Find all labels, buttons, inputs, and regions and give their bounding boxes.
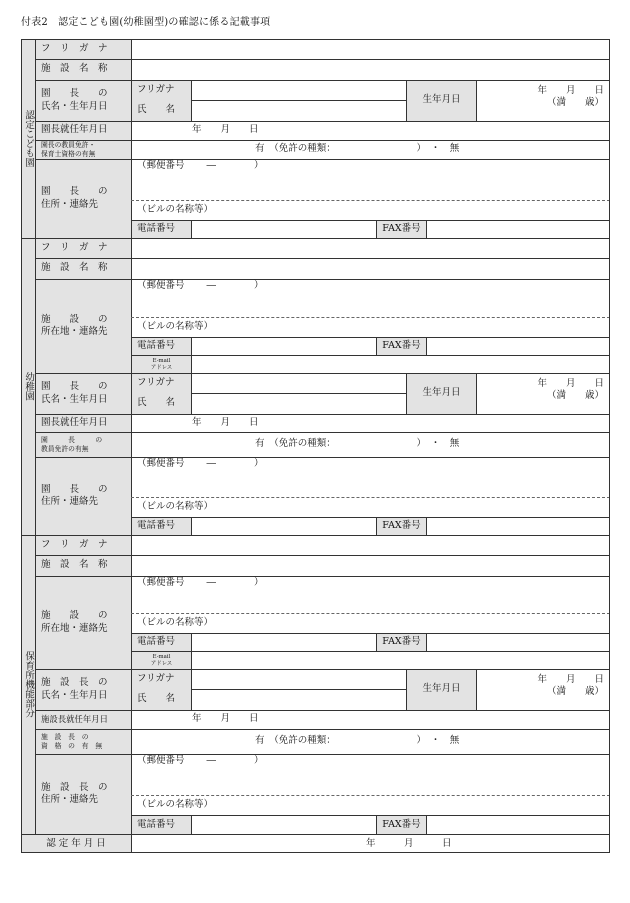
label-facility-name: 施 設 名 称 [41,63,108,75]
input-furigana-3[interactable] [132,536,610,555]
label-principal-name [36,80,131,121]
birthdate-ymd: 年 月 日 [537,85,604,96]
label-facility-location [36,279,131,373]
label-name-small-3: 氏 名 [137,693,176,705]
input-principal-name-1[interactable] [192,100,406,121]
cert-date-ymd: 年 月 日 [366,837,452,849]
label-principal-name-l1: 園 長 の [41,88,108,100]
label-email-4 [132,652,191,669]
label-principal-name-2-l2: 氏名・生年月日 [41,393,108,405]
label-fax-3: FAX番号 [382,520,421,532]
input-email-4[interactable] [192,652,610,669]
label-facility-location-l1: 施 設 の [41,313,108,325]
input-director-start[interactable] [132,710,610,729]
label-fax-1: FAX番号 [382,223,421,235]
label-facility-location-l2: 所在地・連絡先 [41,326,108,337]
label-furigana-small: フリガナ [137,83,175,95]
label-email-2 [132,356,191,373]
birthdate-3-ymd: 年 月 日 [537,674,604,685]
label-furigana-3: フ リ ガ ナ [41,539,108,551]
label-tel-4: 電話番号 [137,636,176,648]
birthdate-2-ymd: 年 月 日 [537,378,604,389]
input-email-2[interactable] [192,356,610,373]
input-principal-furigana-2[interactable] [192,373,406,393]
input-facility-name-2[interactable] [132,258,610,279]
section-kodomoen: 認定こども園 [23,110,35,167]
license-choice-3: 有 （免許の種類： ） ・ 無 [255,735,460,747]
label-director-name-l2: 氏名・生年月日 [41,689,108,701]
principal-start-2-ymd: 年 月 日 [192,416,259,428]
label-principal-start: 園長就任年月日 [41,124,108,136]
input-fax-1[interactable] [427,221,610,238]
postal-2[interactable]: （郵便番号 ― ） [137,280,264,291]
input-license-2[interactable] [132,432,610,457]
input-facility-name-3[interactable] [132,555,610,576]
label-tel-5: 電話番号 [137,818,176,830]
building-2[interactable]: （ビルの名称等） [137,321,214,333]
postal-5[interactable]: （郵便番号 ― ） [137,755,264,766]
label-director-qual-l2: 資 格 の 有 無 [41,741,103,750]
label-cert-date: 認 定 年 月 日 [46,837,106,849]
label-fax-5: FAX番号 [382,818,421,830]
input-furigana-1[interactable] [132,39,610,59]
label-name-small: 氏 名 [137,104,176,116]
label-birthdate-2: 生年月日 [422,387,461,399]
label-license-kodomo [36,140,131,159]
registration-form-table [21,39,610,853]
label-director-qual-l1: 施 設 長 の [41,733,89,742]
postal-4[interactable]: （郵便番号 ― ） [137,577,264,588]
label-facility-location-3 [36,576,131,669]
label-principal-address-l1: 園 長 の [41,186,108,198]
label-email-4-l1: E-mail [152,654,171,661]
label-birthdate: 生年月日 [422,94,461,106]
label-fax-2: FAX番号 [382,340,421,352]
birthdate-3-age: （満 歳） [546,686,604,698]
label-principal-name-2-l1: 園 長 の [41,381,108,393]
input-principal-name-2[interactable] [192,393,406,414]
label-facility-name-3: 施 設 名 称 [41,559,108,571]
label-furigana-small-2: フリガナ [137,376,175,388]
input-tel-5[interactable] [192,816,376,834]
label-principal-address [36,159,131,238]
input-facility-name-1[interactable] [132,59,610,80]
label-principal-start-2: 園長就任年月日 [41,416,108,428]
license-choice-1: 有 （免許の種類： ） ・ 無 [255,143,460,155]
label-email-2-l1: E-mail [152,358,171,365]
label-tel-1: 電話番号 [137,223,176,235]
label-name-small-2: 氏 名 [137,397,176,409]
input-cert-date[interactable] [132,835,610,853]
form-title: 付表2 認定こども園(幼稚園型)の確認に係る記載事項 [21,17,271,28]
label-furigana: フ リ ガ ナ [41,42,108,54]
input-fax-3[interactable] [427,518,610,535]
label-license-yochien-l1: 園 長 の [41,436,103,445]
label-principal-address-2-l1: 園 長 の [41,483,108,495]
input-tel-1[interactable] [192,221,376,238]
label-birthdate-3: 生年月日 [422,683,461,695]
building-4[interactable]: （ビルの名称等） [137,617,214,629]
input-fax-4[interactable] [427,634,610,651]
label-tel-2: 電話番号 [137,340,176,352]
birthdate-2-age: （満 歳） [546,390,604,402]
director-start-ymd: 年 月 日 [192,713,259,725]
label-facility-location-3-l1: 施 設 の [41,610,108,622]
label-license-kodomo-l2: 保育士資格の有無 [41,149,96,158]
label-director-name-l1: 施 設 長 の [41,677,108,689]
input-tel-4[interactable] [192,634,376,651]
input-birthdate-2[interactable] [477,373,610,414]
section-hoikusho: 保育所機能部分 [23,651,35,718]
input-fax-2[interactable] [427,338,610,355]
license-choice-2: 有 （免許の種類： ） ・ 無 [255,438,460,450]
label-principal-name-l2: 氏名・生年月日 [41,100,108,112]
postal-1[interactable]: （郵便番号 ― ） [137,160,264,171]
building-5[interactable]: （ビルの名称等） [137,799,214,811]
building-1[interactable]: （ビルの名称等） [137,204,214,216]
input-license-1[interactable] [132,140,610,159]
label-director-address-l2: 住所・連絡先 [41,794,99,805]
input-director-name[interactable] [192,689,406,710]
label-principal-address-l2: 住所・連絡先 [41,198,99,210]
input-birthdate-1[interactable] [477,80,610,121]
label-license-yochien-l2: 教員免許の有無 [41,444,89,453]
label-principal-address-2 [36,457,131,535]
label-email-4-l2: アドレス [150,660,173,667]
input-principal-start-1[interactable] [132,121,610,140]
label-furigana-2: フ リ ガ ナ [41,242,108,254]
label-tel-3: 電話番号 [137,520,176,532]
input-director-furigana[interactable] [192,669,406,689]
label-director-name [36,669,131,710]
label-license-kodomo-l1: 園長の教員免許・ [41,141,96,150]
postal-3[interactable]: （郵便番号 ― ） [137,458,264,469]
label-facility-name-2: 施 設 名 称 [41,262,108,274]
section-yochien: 幼稚園 [23,372,35,401]
input-tel-3[interactable] [192,518,376,535]
label-principal-address-2-l2: 住所・連絡先 [41,496,99,507]
building-3[interactable]: （ビルの名称等） [137,501,214,513]
label-director-qualification [36,729,131,754]
label-fax-4: FAX番号 [382,636,421,648]
principal-start-ymd: 年 月 日 [192,124,259,136]
label-director-start: 施設長就任年月日 [41,714,108,725]
input-furigana-2[interactable] [132,239,610,258]
birthdate-age: （満 歳） [546,97,604,109]
input-tel-2[interactable] [192,338,376,355]
label-facility-location-3-l2: 所在地・連絡先 [41,622,108,634]
input-principal-furigana-1[interactable] [192,80,406,100]
input-license-3[interactable] [132,729,610,754]
label-director-address [36,754,131,834]
input-birthdate-3[interactable] [477,669,610,710]
label-principal-name-2 [36,373,131,414]
label-email-2-l2: アドレス [150,364,173,371]
label-furigana-small-3: フリガナ [137,672,175,684]
label-license-yochien [36,432,131,457]
label-director-address-l1: 施 設 長 の [41,781,108,793]
input-fax-5[interactable] [427,816,610,834]
input-principal-start-2[interactable] [132,414,610,432]
